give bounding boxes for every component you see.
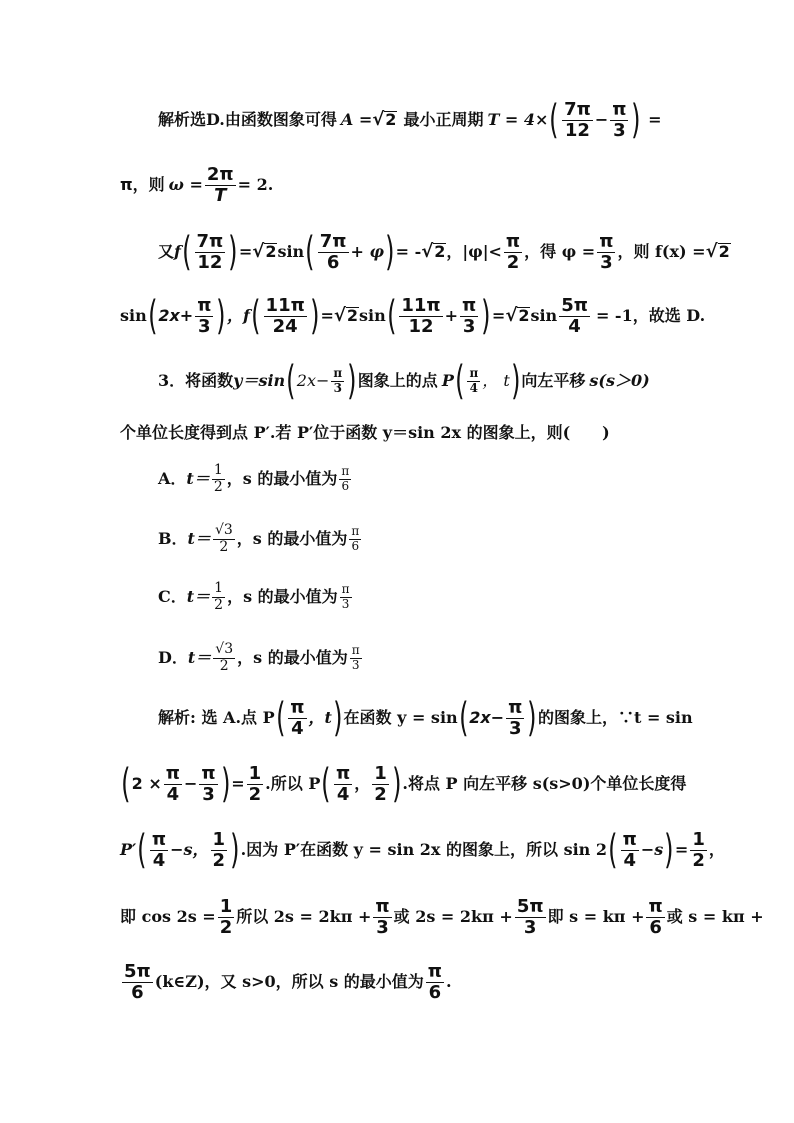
fraction: $\frac{\pi}{3}$: [333, 366, 343, 395]
fraction: $\frac{7\pi}{6}$: [319, 230, 347, 273]
fraction: $\frac{\pi}{2}$: [505, 230, 521, 273]
fraction: $\frac{\pi}{6}$: [648, 895, 663, 938]
fraction: $\frac{\pi}{3}$: [351, 643, 360, 672]
sqrt: √ 2: [372, 109, 397, 130]
question-3-line-2: 个单位长度得到点 P′.若 P′位于函数 y＝sin 2x 的图象上，则( ): [120, 423, 610, 442]
solution-line-2: π ，则 ω = $\frac{2\pi}{T}$ = 2.: [120, 163, 274, 206]
fraction: $\frac{\pi}{6}$: [351, 524, 360, 553]
analysis-line-2: ( 2 × $\frac{\pi}{4}$ − $\frac{\pi}{3}$ ) = $\frac{1}{2}$ .所以 P ( $\frac{\pi}{4}$ ， $\frac{1}{2}$ ) .将点 P 向左平移 s(s>0)个单位长度得: [121, 761, 687, 807]
fraction: $\frac{\pi}{3}$: [462, 294, 477, 337]
fraction: $\frac{1}{2}$: [213, 462, 223, 495]
fraction: $\frac{5\pi}{4}$: [561, 294, 588, 337]
fraction: $\frac{\pi}{3}$: [341, 582, 350, 611]
option-c: C． t＝ $\frac{1}{2}$ ，s 的最小值为 $\frac{\pi}{3}$: [158, 580, 350, 613]
sqrt: √ 2: [252, 241, 277, 262]
text: T = 4×: [487, 110, 549, 129]
solution-line-4: sin ( 2x+ $\frac{\pi}{3}$ ) ，f ( $\frac{11\pi}{24}$ ) = √ 2 sin ( $\frac{11\pi}{12}$ + $\frac{\pi}{3}$ ) = √ 2 sin $\frac{5\pi}{4}$ = -1，故选 D.: [120, 293, 706, 339]
question-3-line-1: 3．将函数 y＝sin ( 2x− $\frac{\pi}{3}$ ) 图象上的点 P ( $\frac{\pi}{4}$ ， t ) 向左平移 s(s＞0): [158, 358, 650, 404]
analysis-line-3: P′ ( $\frac{\pi}{4}$ −s， $\frac{1}{2}$ ) .因为 P′在函数 y = sin 2x 的图象上，所以 sin 2 ( $\frac{\pi}{4}$ −s ) = $\frac{1}{2}$ ，: [120, 827, 725, 873]
fraction: $\frac{1}{2}$: [248, 762, 262, 805]
sqrt: √ 2: [421, 241, 446, 262]
text: 最小正周期: [403, 110, 484, 129]
fraction: $\frac{\pi}{4}$: [622, 828, 637, 871]
fraction: $\frac{\pi}{3}$: [201, 762, 216, 805]
fraction: $\frac{\pi}{4}$: [165, 762, 180, 805]
fraction: $\frac{\pi}{6}$: [341, 464, 350, 493]
fraction: $\frac{\pi}{3}$: [508, 696, 523, 739]
fraction: $\frac{7\pi}{12}$: [196, 230, 224, 273]
fraction: $\frac{1}{2}$: [374, 762, 387, 805]
fraction: $\frac{1}{2}$: [692, 828, 705, 871]
fraction: $\frac{5\pi}{3}$: [516, 895, 544, 938]
fraction: $\frac{\pi}{3}$: [599, 230, 614, 273]
analysis-line-5: $\frac{5\pi}{6}$ (k∈Z)，又 s>0，所以 s 的最小值为 $\frac{\pi}{6}$ .: [124, 960, 452, 1003]
fraction: $\frac{\pi}{3}$: [197, 294, 212, 337]
fraction: $\frac{\pi}{4}$: [469, 366, 479, 395]
fraction: $\frac{2\pi}{T}$: [206, 163, 234, 206]
fraction: $\frac{5\pi}{6}$: [124, 960, 151, 1003]
fraction: $\frac{7\pi}{12}$: [564, 98, 591, 141]
fraction: $\frac{11\pi}{12}$: [401, 294, 441, 337]
fraction: $\frac{\pi}{3}$: [375, 895, 390, 938]
fraction: $\frac{1}{2}$: [214, 580, 224, 613]
sqrt: √ 2: [333, 305, 359, 326]
sqrt: √ 2: [705, 241, 730, 262]
option-a: A． t＝ $\frac{1}{2}$ ，s 的最小值为 $\frac{\pi}{6}$: [158, 462, 350, 495]
fraction: $\frac{√3}{2}$: [215, 641, 234, 674]
fraction: $\frac{\pi}{4}$: [151, 828, 167, 871]
fraction: $\frac{\pi}{6}$: [427, 960, 443, 1003]
fraction: $\frac{\pi}{3}$: [612, 98, 627, 141]
fraction: $\frac{\pi}{4}$: [335, 762, 351, 805]
option-b: B． t＝ $\frac{√3}{2}$ ，s 的最小值为 $\frac{\pi}{6}$: [158, 522, 360, 555]
fraction: $\frac{√3}{2}$: [214, 522, 233, 555]
sqrt: √ 2: [505, 305, 530, 326]
solution-line-3: 又 f ( $\frac{7\pi}{12}$ ) = √ 2 sin ( $\frac{7\pi}{6}$ + φ ) = - √ 2 ，|φ|< $\frac{\pi}{2}$ ，得 φ = $\frac{\pi}{3}$ ，则 f(x) = √ 2: [158, 229, 730, 275]
option-d: D． t＝ $\frac{√3}{2}$ ，s 的最小值为 $\frac{\pi}{3}$: [158, 641, 360, 674]
solution-line-1: 解析选D.由函数图象可得 A = √ 2 最小正周期 T = 4× ( $\frac{7\pi}{12}$ − $\frac{\pi}{3}$ ) =: [158, 97, 662, 143]
fraction: $\frac{1}{2}$: [212, 828, 226, 871]
fraction: $\frac{\pi}{4}$: [290, 696, 305, 739]
text: 解析选D.由函数图象可得: [158, 110, 337, 129]
fraction: $\frac{11\pi}{24}$: [265, 294, 305, 337]
analysis-line-4: 即 cos 2s = $\frac{1}{2}$ 所以 2s = 2kπ + $\frac{\pi}{3}$ 或 2s = 2kπ + $\frac{5\pi}{3}$ 即 s = kπ + $\frac{\pi}{6}$ 或 s = kπ +: [120, 895, 764, 938]
fraction: $\frac{1}{2}$: [219, 895, 233, 938]
analysis-line-1: 解析: 选 A.点 P ( $\frac{\pi}{4}$ ，t ) 在函数 y = sin ( 2x− $\frac{\pi}{3}$ ) 的图象上，∵t = sin: [158, 695, 693, 741]
text: A =: [340, 110, 373, 129]
